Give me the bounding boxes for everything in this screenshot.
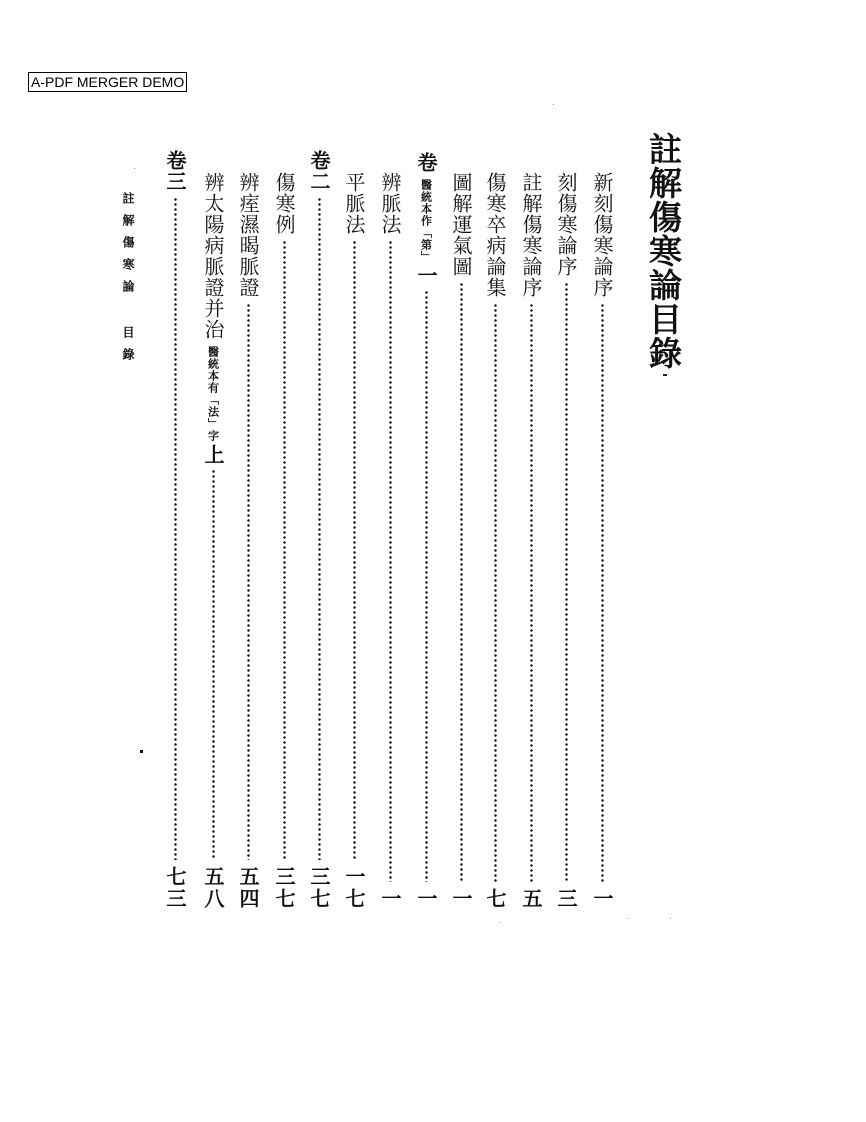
toc-entry[interactable] bbox=[451, 172, 471, 910]
leader-dots bbox=[174, 197, 177, 860]
leader-dots bbox=[212, 469, 215, 860]
leader-dots bbox=[494, 303, 497, 882]
toc-volume-entry[interactable] bbox=[165, 150, 185, 910]
toc-entry-label: 傷寒例 bbox=[272, 172, 296, 235]
toc-page-number: 三 bbox=[554, 888, 578, 910]
toc-entry[interactable] bbox=[238, 172, 258, 910]
toc-annotation: 醫統本有「法」字 bbox=[206, 346, 220, 442]
running-header-section: 目錄 bbox=[121, 326, 135, 370]
toc-entry-label: 卷三 bbox=[163, 150, 187, 192]
toc-annotation: 醫統本作「第」 bbox=[419, 179, 433, 263]
scan-mark bbox=[140, 750, 143, 753]
toc-entry-label: 辨脈法 bbox=[378, 172, 402, 235]
toc-entry[interactable] bbox=[344, 172, 364, 910]
watermark-label: A-PDF MERGER DEMO bbox=[28, 72, 187, 92]
running-header-book: 註解傷寒論 bbox=[121, 192, 135, 302]
toc-entry-suffix: 上 bbox=[201, 444, 225, 464]
toc-entry-label: 傷寒卒病論集 bbox=[483, 172, 507, 298]
toc-entry[interactable] bbox=[556, 172, 576, 910]
toc-entry[interactable] bbox=[203, 172, 223, 910]
toc-entry-label: 辨痓濕暍脈證 bbox=[236, 172, 260, 298]
toc-entry-label: 平脈法 bbox=[342, 172, 366, 235]
leader-dots bbox=[460, 282, 463, 882]
leader-dots bbox=[425, 290, 428, 882]
toc-page-number: 五四 bbox=[236, 866, 260, 910]
toc-entry[interactable] bbox=[521, 172, 541, 910]
toc-entry-label: 圖解運氣圖 bbox=[449, 172, 473, 277]
scan-speck bbox=[670, 918, 671, 919]
toc-volume-entry[interactable] bbox=[309, 150, 329, 910]
running-header bbox=[120, 192, 137, 370]
leader-dots bbox=[601, 303, 604, 882]
scan-speck bbox=[134, 168, 135, 169]
scan-speck bbox=[499, 922, 500, 923]
toc-page-number: 一七 bbox=[342, 866, 366, 910]
leader-dots bbox=[318, 197, 321, 860]
leader-dots bbox=[565, 282, 568, 882]
toc-page-number: 一 bbox=[414, 888, 438, 910]
toc-page-number: 三七 bbox=[272, 866, 296, 910]
toc-entry[interactable] bbox=[485, 172, 505, 910]
toc-page-number: 一 bbox=[590, 888, 614, 910]
toc-page-number: 五 bbox=[519, 888, 543, 910]
leader-dots bbox=[247, 303, 250, 860]
scan-speck bbox=[628, 918, 629, 919]
toc-entry-label: 刻傷寒論序 bbox=[554, 172, 578, 277]
toc-entry[interactable] bbox=[274, 172, 294, 910]
toc-entry-label: 新刻傷寒論序 bbox=[590, 172, 614, 298]
toc-entry-label: 卷二 bbox=[307, 150, 331, 192]
toc-page-number: 一 bbox=[378, 888, 402, 910]
toc-entry[interactable] bbox=[592, 172, 612, 910]
toc-entry[interactable] bbox=[380, 172, 400, 910]
page-title: 註解傷寒論目錄 bbox=[644, 132, 683, 370]
toc-volume-entry[interactable] bbox=[416, 152, 436, 910]
toc-page-number: 五八 bbox=[201, 866, 225, 910]
leader-dots bbox=[283, 240, 286, 860]
toc-entry-label: 卷 bbox=[414, 152, 438, 173]
toc-page-number: 七 bbox=[483, 888, 507, 910]
scan-speck bbox=[553, 104, 554, 105]
toc-page-number: 一 bbox=[449, 888, 473, 910]
toc-page-number: 三七 bbox=[307, 866, 331, 910]
leader-dots bbox=[530, 303, 533, 882]
toc-entry-label: 註解傷寒論序 bbox=[519, 172, 543, 298]
leader-dots bbox=[353, 240, 356, 860]
toc-entry-label: 辨太陽病脈證并治 bbox=[201, 172, 225, 340]
title-mark bbox=[663, 374, 667, 376]
toc-page-number: 七三 bbox=[163, 866, 187, 910]
leader-dots bbox=[389, 240, 392, 882]
toc-volume-number: 一 bbox=[414, 265, 438, 285]
